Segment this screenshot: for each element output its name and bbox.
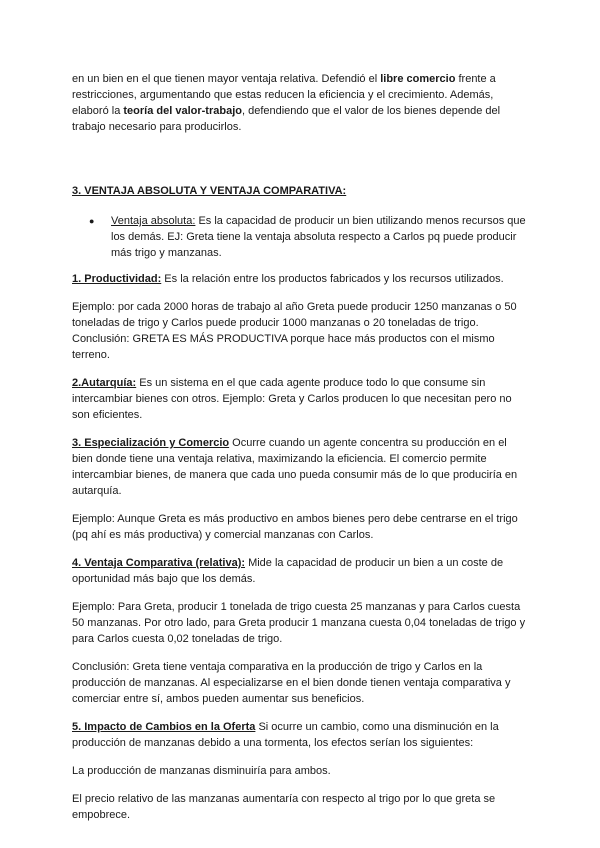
comparativa-conclusion: Conclusión: Greta tiene ventaja comparativa en la producción de trigo y Carlos en la producción de manzanas. Al especializarse en el bien donde tienen ventaja comparativa y comerciar entre sí, ambos pueden aumentar sus beneficios. [72, 661, 511, 705]
autarquia-paragraph [72, 375, 530, 423]
productividad-paragraph [72, 271, 530, 287]
intro-bold-teoria-valor: teoría del valor-trabajo [123, 105, 242, 117]
especializacion-text: Ocurre cuando un agente concentra su producción en el bien donde tiene una ventaja relativa, maximizando la eficiencia. El comercio permite intercambiar bienes, de manera que cada uno pueda consumir más de lo que produciría en autarquía. [72, 437, 518, 497]
section-title: 3. VENTAJA ABSOLUTA Y VENTAJA COMPARATIVA: [72, 185, 347, 197]
productividad-example: Ejemplo: por cada 2000 horas de trabajo al año Greta puede producir 1250 manzanas o 50 toneladas de trigo y Carlos puede producir 1000 manzanas o 20 toneladas de trigo. Conclusión: GRETA ES MÁS PRODUCTIVA porque hace más productos con el mismo terreno. [72, 301, 517, 361]
impacto-paragraph [72, 719, 530, 751]
comparativa-example: Ejemplo: Para Greta, producir 1 tonelada de trigo cuesta 25 manzanas y para Carlos cuesta 50 manzanas. Por otro lado, para Greta producir 1 manzana cuesta 0,04 toneladas de trigo y para Carlos cuesta 0,02 toneladas de trigo. [72, 601, 526, 645]
impacto-heading: 5. Impacto de Cambios en la Oferta [72, 721, 256, 733]
impacto-text: Si ocurre un cambio, como una disminución en la producción de manzanas debido a una tormenta, los efectos serían los siguientes: [72, 721, 499, 749]
especializacion-paragraph [72, 435, 530, 499]
bullet-definition: Es la capacidad de producir un bien utilizando menos recursos que los demás. EJ: Greta tiene la ventaja absoluta respecto a Carlos pq puede producir más trigo y manzanas. [111, 215, 526, 259]
autarquia-text: Es un sistema en el que cada agente produce todo lo que consume sin intercambiar bienes con otros. Ejemplo: Greta y Carlos producen lo que necesitan pero no son eficientes. [72, 377, 512, 421]
impacto-line-2: El precio relativo de las manzanas aumentaría con respecto al trigo por lo que greta se empobrece. [72, 793, 496, 821]
bullet-ventaja-absoluta [72, 213, 530, 261]
bullet-term: Ventaja absoluta: [111, 215, 196, 227]
intro-text-1: en un bien en el que tienen mayor ventaja relativa. Defendió el [72, 73, 381, 85]
autarquia-heading: 2.Autarquía: [72, 377, 137, 389]
intro-paragraph [72, 71, 530, 135]
especializacion-heading: 3. Especialización y Comercio [72, 437, 230, 449]
bullet-dot-icon: ● [89, 216, 95, 226]
intro-text-3: , defendiendo que el valor de los bienes depende del trabajo necesario para producirlos. [72, 105, 501, 133]
intro-text-2: frente a restricciones, argumentando que estas reducen la eficiencia y el crecimiento. Además, elaboró la [72, 73, 496, 117]
impacto-line-1: La producción de manzanas disminuiría para ambos. [72, 765, 331, 777]
document-content [72, 71, 530, 823]
bullet-text [111, 213, 530, 261]
comparativa-text: Mide la capacidad de producir un bien a un coste de oportunidad más bajo que los demás. [72, 557, 504, 585]
intro-bold-libre-comercio: libre comercio [380, 73, 456, 85]
comparativa-paragraph [72, 555, 530, 587]
productividad-text: Es la relación entre los productos fabricados y los recursos utilizados. [161, 273, 504, 285]
especializacion-example: Ejemplo: Aunque Greta es más productivo en ambos bienes pero debe centrarse en el trigo (pq ahí es más productiva) y comercial manzanas con Carlos. [72, 513, 518, 541]
productividad-heading: 1. Productividad: [72, 273, 162, 285]
comparativa-heading: 4. Ventaja Comparativa (relativa): [72, 557, 246, 569]
